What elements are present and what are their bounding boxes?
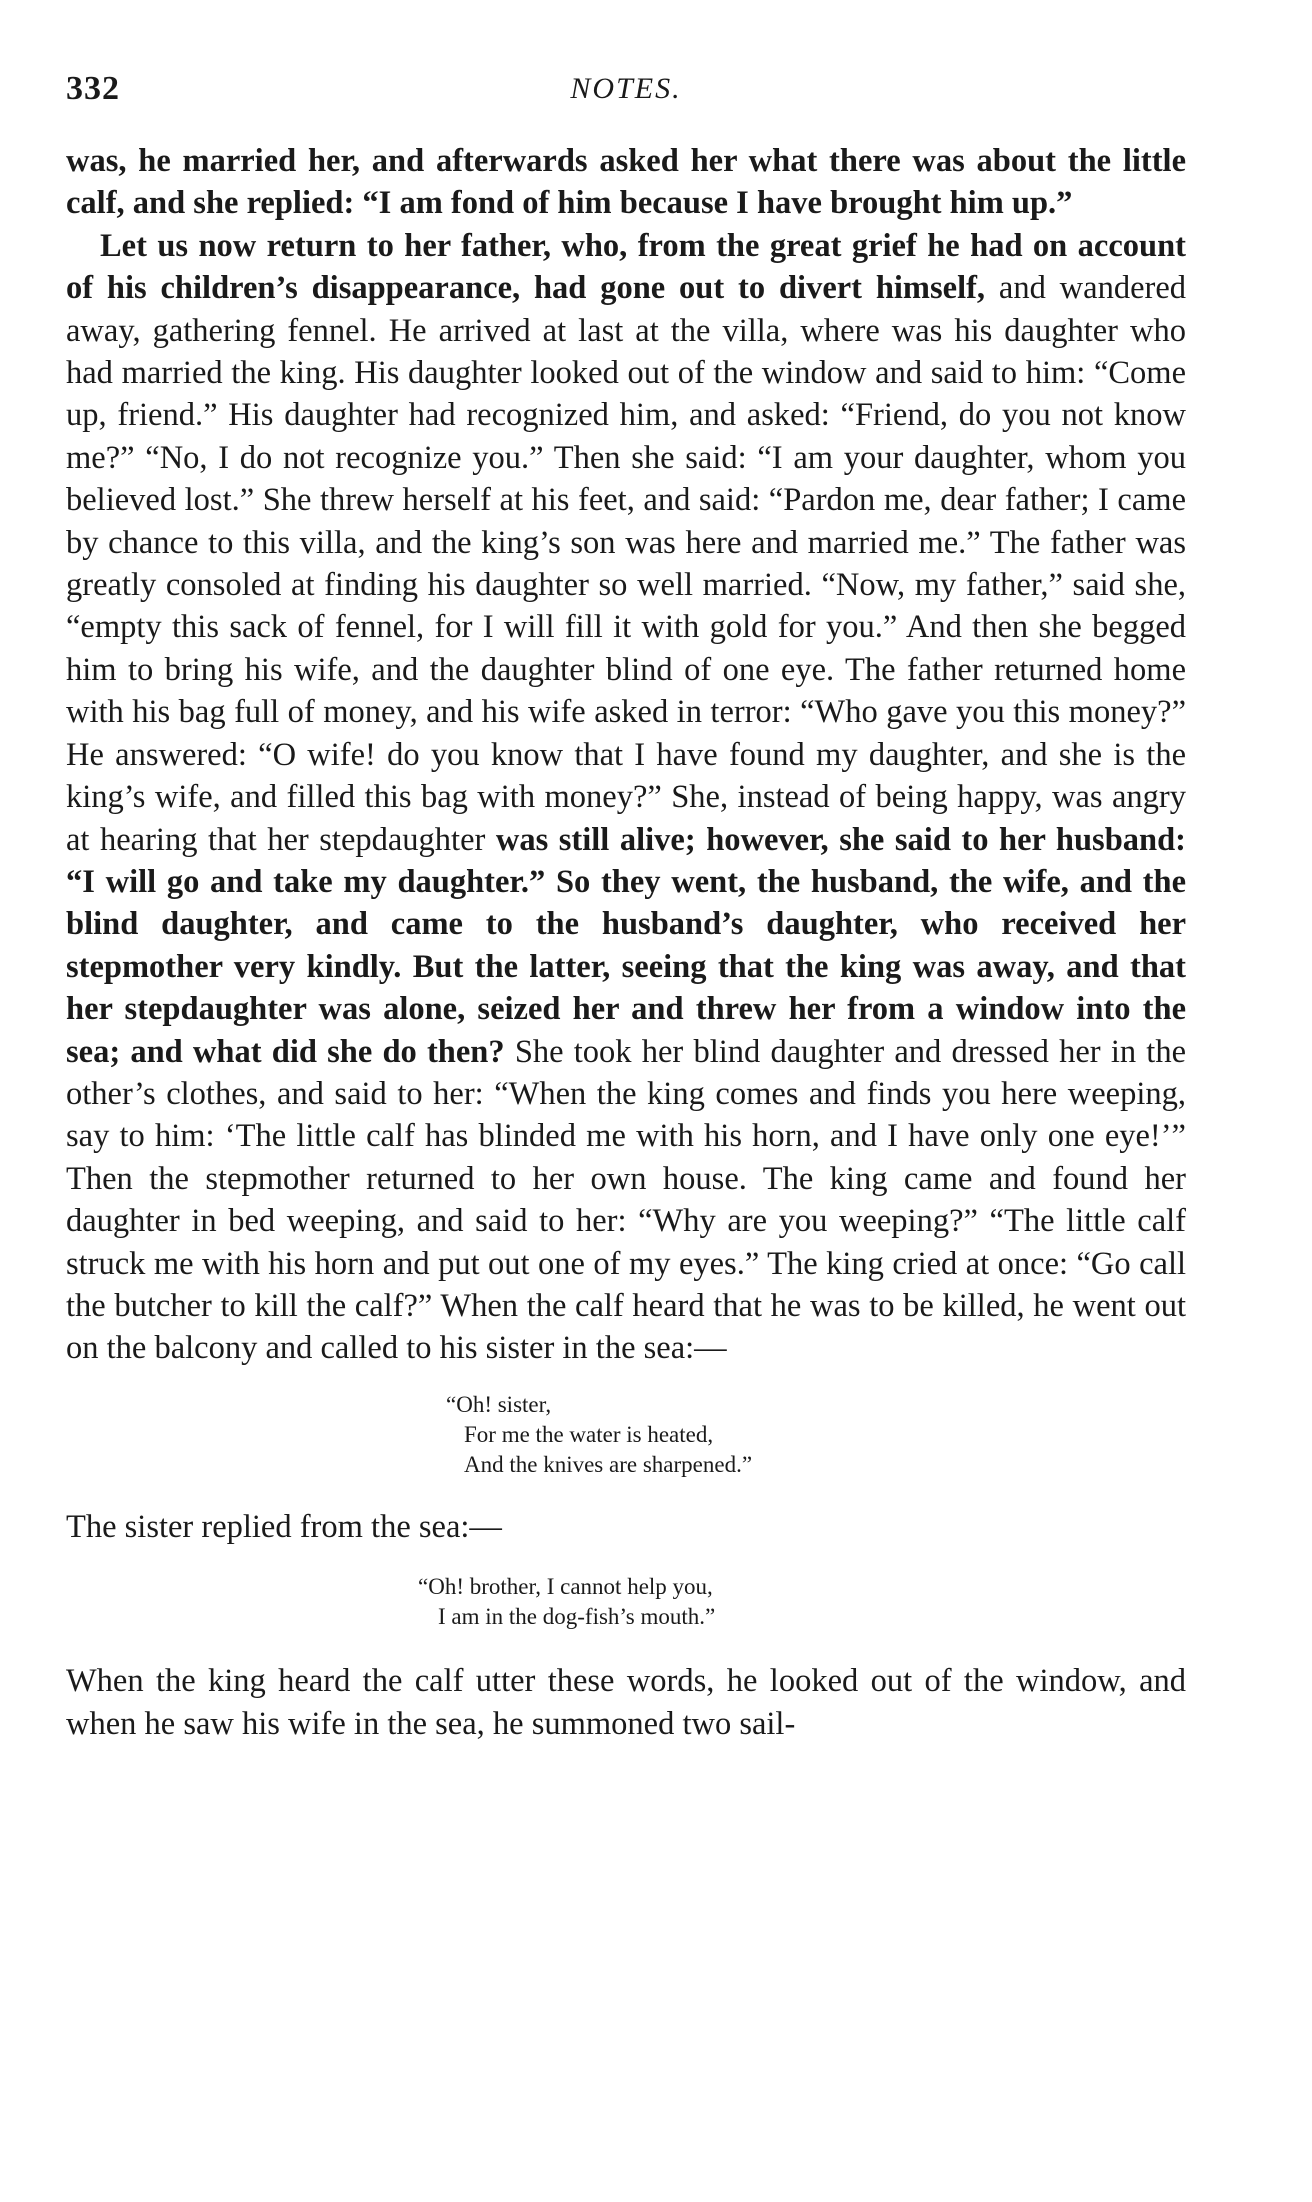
verse-calf-line-2: For me the water is heated, bbox=[464, 1421, 714, 1447]
running-title: NOTES. bbox=[570, 72, 682, 105]
page-number: 332 bbox=[66, 70, 120, 107]
verse-sister-line-2: I am in the dog-fish’s mouth.” bbox=[438, 1604, 716, 1630]
paragraph-2-text: and wandered away, gathering fennel. He arrived at last at the villa, where was his daughter who had married the king. His daughter looked out of the window and said to him: “Come up, friend.” His daughter had recognized him, and asked: “Friend, do you not know me?” “No, I do not recognize you.” Then she said: “I am your daughter, whom you believed lost.” She threw herself at his feet, and said: “Pardon me, dear father; I came by chance to this villa, and the king’s son was here and married me.” The father was greatly consoled at finding his daughter so well married. “Now, my father,” said she, “empty this sack of fennel, for I will fill it with gold for you.” And then she begged him to bring his wife, and the daughter blind of one eye. The father returned home with his bag full of money, and his wife asked in terror: “Who gave you this money?” He answered: “O wife! do you know that I have found my daughter, and she is the king’s wife, and filled this bag with money?” She, instead of being happy, was angry at hearing that her stepdaughter bbox=[66, 270, 1186, 858]
paragraph-1 bbox=[66, 140, 1186, 225]
verse-calf-line-3: And the knives are sharpened.” bbox=[464, 1451, 753, 1477]
paragraph-1-text: was, he married her, and afterwards asked her what there was about the little calf, and she replied: “I am fond of him because I have brought him up.” bbox=[66, 143, 1186, 222]
closing-paragraph: When the king heard the calf utter these words, he looked out of the window, and when he saw his wife in the sea, he summoned two sail- bbox=[66, 1663, 1186, 1742]
verse-sister-line-1: “Oh! brother, I cannot help you, bbox=[418, 1574, 713, 1600]
paragraph-2-text-end: She took her blind daughter and dressed her in the other’s clothes, and said to her: “When the king comes and finds you here weeping, say to him: ‘The little calf has blinded me with his horn, and I have only one eye!’” Then the stepmother returned to her own house. The king came and found her daughter in bed weeping, and said to her: “Why are you weeping?” “The little calf struck me with his horn and put out one of my eyes.” The king cried at once: “Go call the butcher to kill the calf?” When the calf heard that he was to be killed, he went out on the balcony and called to his sister in the sea:— bbox=[66, 1033, 1186, 1367]
page-header bbox=[66, 70, 1186, 116]
verse-calf-line-1: “Oh! sister, bbox=[446, 1391, 552, 1417]
body-text bbox=[66, 140, 1186, 1745]
verse-sister bbox=[66, 1572, 1186, 1632]
paragraph-2 bbox=[66, 225, 1186, 1370]
paragraph-2-bold-start: Let us now return to her father, who, from the great grief he had on account of his children’s disappearance, had gone out to divert himself, bbox=[66, 227, 1186, 307]
verse-calf bbox=[66, 1390, 1186, 1480]
sister-reply-line: The sister replied from the sea:— bbox=[66, 1508, 502, 1545]
paragraph-2-bold-middle: was still alive; however, she said to her husband: “I will go and take my daughter.” So they went, the husband, the wife, and the blind daughter, and came to the husband’s daughter, who received her stepmother very kindly. But the latter, seeing that the king was away, and that her stepdaughter was alone, seized her and threw her from a window into the sea; and what did she do then? bbox=[66, 821, 1186, 1070]
